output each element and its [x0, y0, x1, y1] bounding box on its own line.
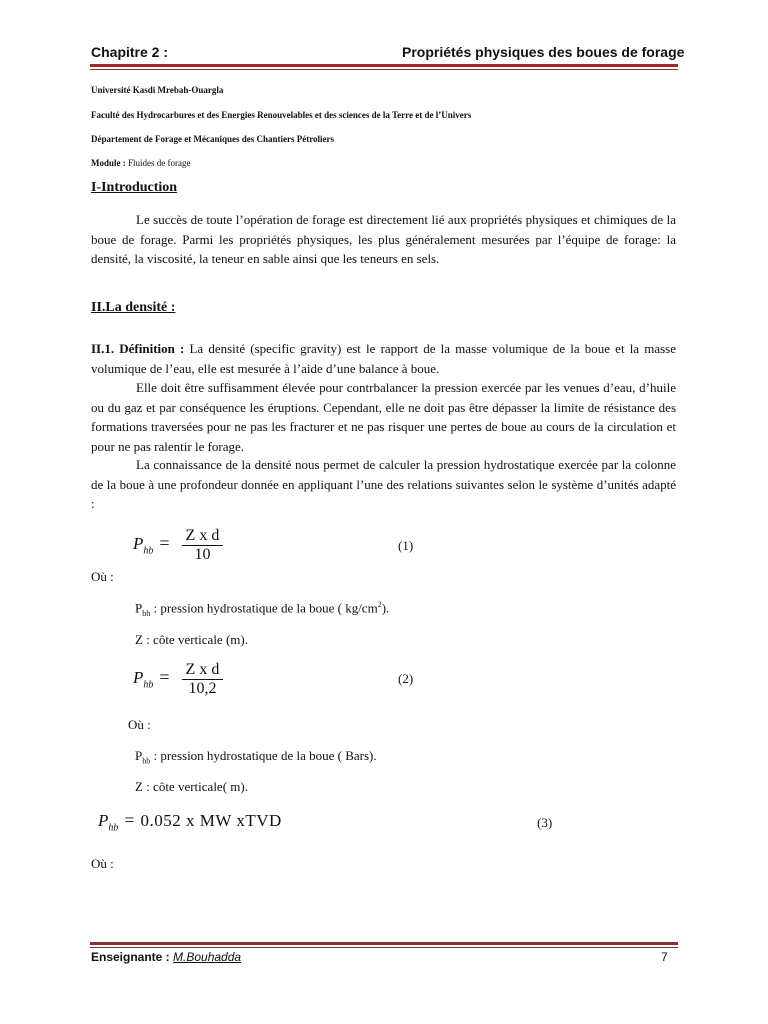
intro-paragraph: Le succès de toute l’opération de forage est directement lié aux propriétés physiques et chimiques de la boue de forage. Parmi les propriétés physiques, les plus généralement mesurées par l’équipe de forage: la densité, la viscosité, la teneur en sable ainsi que les teneurs en sels. [91, 212, 676, 266]
footer-rule-thin [90, 947, 678, 948]
variable-phb: $P_{hb}$ : pression hydrostatique de la boue ( Bars). [135, 748, 377, 766]
variable-z-1: Z : côte verticale (m). [135, 632, 248, 647]
equation-number-1: (1) [398, 538, 414, 553]
variable-z-2: Z : côte verticale( m). [135, 779, 248, 794]
equation-number-3: (3) [537, 815, 553, 830]
section-heading-intro: I-Introduction [91, 180, 178, 195]
where-label-3: Où : [91, 856, 114, 871]
page-number: 7 [661, 950, 668, 964]
section-heading-density: II.La densité : [91, 300, 176, 315]
density-paragraph-2: Elle doit être suffisamment élevée pour contrbalancer la pression exercée par les venues d’eau, d’huile ou du gaz et par conséquence les éruptions. Cependant, elle ne doit pas être dépasser la limite de résistance des formations traversées pour ne pas les fracturer et ne pas risquer une pertes de boue au cours de la circulation et pour ne pas ralentir le forage. [91, 380, 676, 454]
header-rule-thin [90, 69, 678, 70]
footer-rule [90, 942, 678, 945]
definition-paragraph: II.1. Définition : La densité (specific gravity) est le rapport de la masse volumique de la boue et la masse volumique de l’eau, elle est mesurée à l’aide d’une balance à boue. [91, 341, 676, 376]
where-label-2: Où : [128, 717, 151, 732]
formula-2: $P_{hb}$ = $\frac{\text{Z x d}}{10,2}$ [133, 661, 223, 698]
header-rule [90, 64, 678, 67]
equation-number-2: (2) [398, 671, 414, 686]
module-line: Module : Fluides de forage [91, 158, 191, 168]
teacher-credit: Enseignante : M.Bouhadda [91, 950, 242, 964]
formula-1: $P_{hb}$ = $\frac{\text{Z x d}}{10}$ [133, 527, 223, 564]
where-label-1: Où : [91, 569, 114, 584]
teacher-name: M.Bouhadda [173, 950, 242, 964]
definition-label: II.1. Définition : [91, 341, 185, 356]
variable-pbh: $P_{bh}$ : pression hydrostatique de la boue ( $kg/cm^2$). [135, 600, 390, 618]
density-paragraph-3: La connaissance de la densité nous permet de calculer la pression hydrostatique exercée par la colonne de la boue à une profondeur donnée en appliquant l’une des relations suivantes selon le système d’unités adapté : [91, 457, 676, 511]
university-name: Université Kasdi Mrebah-Ouargla [91, 85, 224, 95]
department-name: Département de Forage et Mécaniques des Chantiers Pétroliers [91, 134, 335, 144]
formula-3: $P_{hb} = 0.052$ x MW xTVD [98, 810, 282, 834]
faculty-name: Faculté des Hydrocarbures et des Energies Renouvelables et des sciences de la Terre et de l’Univers [91, 110, 472, 120]
chapter-label: Chapitre 2 : [91, 44, 169, 60]
chapter-title: Propriétés physiques des boues de forage [402, 44, 685, 60]
